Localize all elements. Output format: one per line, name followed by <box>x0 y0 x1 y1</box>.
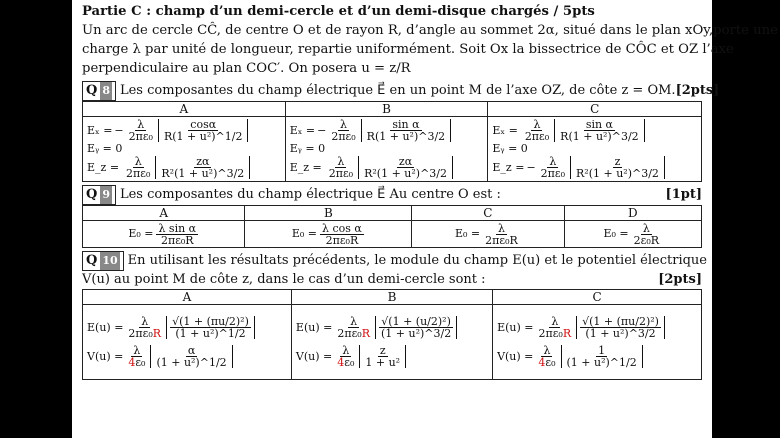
q8-header-b: B <box>285 102 488 117</box>
question-9-points: [1pt] <box>665 187 702 202</box>
v-prefactor: $\frac{\lambda}{\text{4ε₀}}$ <box>337 344 355 369</box>
e-term <box>375 316 457 339</box>
question-10-text: En utilisant les résultats précédents, le module du champ E(u) et le potentiel électrique <box>127 253 707 268</box>
ex-term <box>158 119 249 142</box>
ey-equation: Eᵧ = 0 <box>492 142 528 155</box>
q9-header-a: A <box>83 206 245 221</box>
question-10-points: [2pts] <box>658 272 702 287</box>
e0-fraction: $\frac{\text{λ sin α}}{\text{2πε₀R}}$ <box>158 221 197 247</box>
q8-option-b <box>285 117 488 182</box>
e0-equation: E₀ = $\frac{\text{λ sin α}}{\text{2πε₀R}}$ <box>128 221 197 247</box>
ez-prefactor: $\frac{\lambda}{\text{2πε₀}}$ <box>540 155 566 180</box>
v-u-equation: V(u) = $\frac{\lambda}{\text{4ε₀}}$ z 1 + u² <box>296 345 488 368</box>
q8-option-c <box>488 117 702 182</box>
e-u-equation: E(u) = $\frac{\lambda}{\text{2πε₀R}}$ √(1 + (πu/2)²) (1 + u²)^3/2 <box>497 316 697 339</box>
e0-equation: E₀ = $\frac{\text{λ cos α}}{\text{2πε₀R}}$ <box>291 221 362 247</box>
e0-fraction: $\frac{\lambda}{\text{2ε₀R}}$ <box>633 221 660 247</box>
v-term <box>150 345 232 368</box>
question-8-table <box>82 101 702 182</box>
q10-header-a: A <box>83 290 292 305</box>
e-u-equation: E(u) = $\frac{\lambda}{\text{2πε₀R}}$ √(1 + (πu/2)²) (1 + u²)^1/2 <box>87 316 287 339</box>
v-term-fraction: 1 (1 + u²)^1/2 <box>566 344 637 369</box>
q9-header-c: C <box>412 206 564 221</box>
question-8-header <box>82 81 720 101</box>
v-prefactor: $\frac{\lambda}{\text{4ε₀}}$ <box>128 344 146 369</box>
q9-option-b <box>245 221 412 248</box>
ez-term-fraction: z R²(1 + u²)^3/2 <box>576 155 659 180</box>
question-10-header <box>82 251 707 271</box>
ez-prefactor: λ 2πε₀ <box>328 155 354 180</box>
question-10-table <box>82 289 702 380</box>
ez-term-fraction: zα R²(1 + u²)^3/2 <box>161 155 245 180</box>
q10-header-c: C <box>493 290 702 305</box>
e0-equation: E₀ = $\frac{\lambda}{\text{2πε₀R}}$ <box>455 221 518 247</box>
question-9-table <box>82 205 702 248</box>
ez-prefactor: λ 2πε₀ <box>126 155 151 180</box>
e-term-fraction: √(1 + (πu/2)²) (1 + u²)^3/2 <box>582 315 659 340</box>
question-10-header-2 <box>82 271 702 289</box>
e-prefactor: $\frac{\lambda}{\text{2πε₀R}}$ <box>128 315 162 340</box>
v-term-fraction: z 1 + u² <box>365 344 401 369</box>
q8-header-a: A <box>83 102 286 117</box>
ez-equation: E_z = λ 2πε₀ zα R²(1 + u²)^3/2 <box>87 156 281 179</box>
q10-option-b <box>291 305 492 380</box>
ex-term-fraction: sin α R(1 + u²)^3/2 <box>366 118 446 143</box>
ey-equation: Eᵧ = 0 <box>289 142 326 155</box>
e-prefactor: $\frac{\lambda}{\text{2πε₀R}}$ <box>337 315 370 340</box>
ex-term <box>361 119 452 142</box>
section-title: Partie C : champ d’un demi-cercle et d’un demi-disque chargés / 5pts <box>82 4 595 19</box>
intro-line-2: charge λ par unité de longueur, repartie uniformément. Soit Ox la bissectrice de CÔC et OZ l’axe <box>82 42 734 57</box>
question-8-points: [2pts] <box>675 83 720 98</box>
q9-option-a <box>83 221 245 248</box>
e0-fraction: $\frac{\lambda}{\text{2πε₀R}}$ <box>485 221 518 247</box>
question-10-badge: Q 10 <box>82 251 124 271</box>
e-term <box>576 316 665 339</box>
ex-term-fraction: sin α R(1 + u²)^3/2 <box>560 118 639 143</box>
e0-equation: E₀ = $\frac{\lambda}{\text{2ε₀R}}$ <box>603 221 660 247</box>
ez-term-fraction: zα R²(1 + u²)^3/2 <box>364 155 447 180</box>
question-9-badge: Q 9 <box>82 185 116 205</box>
ez-term <box>570 156 665 179</box>
ex-equation: Eₓ = λ 2πε₀ sin α R(1 + u²)^3/2 <box>492 119 697 142</box>
question-9-text: Les composantes du champ électrique E⃗ Au centre O est : <box>119 187 501 202</box>
intro-line-1: Un arc de cercle CĈ, de centre O et de rayon R, d’angle au sommet 2α, situé dans le plan xOy,porte une <box>82 23 778 38</box>
ez-equation: E_z = − $\frac{\lambda}{\text{2πε₀}}$ z R²(1 + u²)^3/2 <box>492 156 697 179</box>
ex-term <box>554 119 645 142</box>
v-u-equation: V(u) = $\frac{\lambda}{\text{4ε₀}}$ 1 (1 + u²)^1/2 <box>497 345 697 368</box>
q8-header-c: C <box>488 102 702 117</box>
v-prefactor: $\frac{\lambda}{\text{4ε₀}}$ <box>538 344 556 369</box>
question-9-header <box>82 185 702 205</box>
ex-term-fraction: cosα R(1 + u²)^1/2 <box>163 118 243 143</box>
e-prefactor: $\frac{\lambda}{\text{2πε₀R}}$ <box>538 315 572 340</box>
ey-equation: Eᵧ = 0 <box>87 142 123 155</box>
e-term <box>166 316 255 339</box>
q9-header-d: D <box>564 206 702 221</box>
q10-option-c <box>493 305 702 380</box>
q10-header-b: B <box>291 290 492 305</box>
q10-option-a <box>83 305 292 380</box>
e-term-fraction: √(1 + (πu/2)²) (1 + u²)^1/2 <box>172 315 249 340</box>
ex-equation: Eₓ = − $\frac{\lambda}{\text{2πε₀}}$ cosα R(1 + u²)^1/2 <box>87 119 281 142</box>
q8-option-a <box>83 117 286 182</box>
ez-equation: E_z = λ 2πε₀ zα R²(1 + u²)^3/2 <box>290 156 484 179</box>
v-u-equation: V(u) = $\frac{\lambda}{\text{4ε₀}}$ α (1 + u²)^1/2 <box>87 345 287 368</box>
ex-equation: Eₓ = − $\frac{\lambda}{\text{2πε₀}}$ sin α R(1 + u²)^3/2 <box>290 119 484 142</box>
e-u-equation: E(u) = $\frac{\lambda}{\text{2πε₀R}}$ √(1 + (u/2)²) (1 + u²)^3/2 <box>296 316 488 339</box>
v-term-fraction: α (1 + u²)^1/2 <box>156 344 227 369</box>
ex-prefactor: $\frac{\lambda}{\text{2πε₀}}$ <box>331 118 356 143</box>
question-8-text: Les composantes du champ électrique E⃗ en un point M de l’axe OZ, de côte z = OM. <box>119 83 676 98</box>
ez-term <box>155 156 250 179</box>
v-term <box>561 345 643 368</box>
document-page <box>72 0 778 438</box>
v-term <box>359 345 406 368</box>
q9-option-d <box>564 221 702 248</box>
intro-line-3: perpendiculaire au plan COC′. On posera u = z/R <box>82 61 411 76</box>
e-term-fraction: √(1 + (u/2)²) (1 + u²)^3/2 <box>380 315 452 340</box>
q9-header-b: B <box>245 206 412 221</box>
q9-option-c <box>412 221 564 248</box>
ex-prefactor: $\frac{\lambda}{\text{2πε₀}}$ <box>128 118 153 143</box>
question-8-badge: Q 8 <box>82 81 116 101</box>
ex-prefactor: λ 2πε₀ <box>524 118 550 143</box>
question-10-text-2: V(u) au point M de côte z, dans le cas d’un demi-cercle sont : <box>82 272 486 287</box>
e0-fraction: $\frac{\text{λ cos α}}{\text{2πε₀R}}$ <box>322 221 362 247</box>
ez-term <box>358 156 453 179</box>
